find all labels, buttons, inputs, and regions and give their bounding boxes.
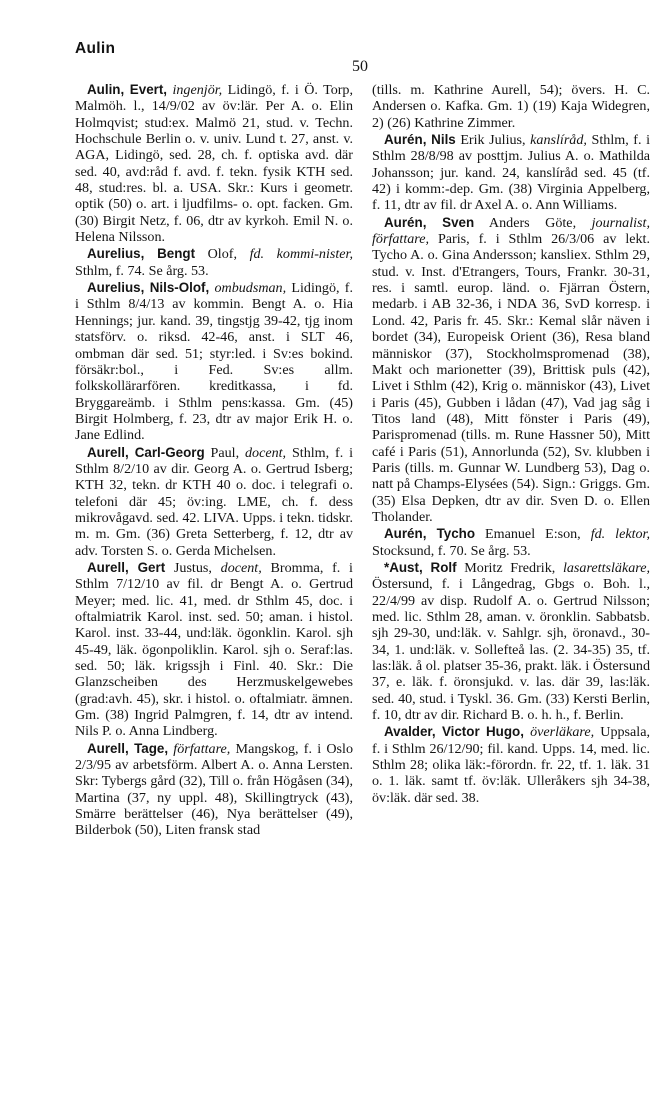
- page-number: 50: [352, 58, 368, 75]
- entry-text: Lidingö, f. i Sthlm 8/4/13 av kommin. Bengt A. o. Hia Hennings; jur. kand. 39, tingstjg 39-42, tjg inom statsförv. o. riksd. 42-46, anst. i SLT 46, ombman där sed. 51; styr:led. i Sv:es bokind. försäkr:bol., i Fed. Sv:es allm. folkskollärarfören. kreditkassa, i fd. Bryggareämb. i Sthlm pens:kassa. Gm. (45) Birgit Holmberg, f. 23, dtr av major Erik H. o. Jane Edlind.: [75, 280, 353, 444]
- entry-text: Sthlm, f. i Sthlm 28/8/98 av posttjm. Julius A. o. Mathilda Johansson; jur. kand. 24, kanslíråd sed. 45 (tf. 42) i komm:-dep. Gm. (38) Virginia Appelberg, f. 11, dtr av fil. dr Axel A. o. Ann Williams.: [372, 132, 650, 214]
- entry-given-names: Emanuel E:son,: [485, 526, 581, 543]
- entry-occupation: fd. kommi-nister,: [249, 246, 353, 263]
- entry-name: Aurén, Nils: [384, 132, 456, 148]
- entry-given-names: Anders Göte,: [488, 214, 577, 231]
- entry-occupation: ombudsman,: [214, 280, 287, 297]
- entry-text: Östersund, f. i Långedrag, Gbgs o. Boh. l., 22/4/99 av disp. Rudolf A. o. Gertrud Nilsson; med. lic. Sthlm 28, aman. v. öronklin. Sabbatsb. sjh 29-30, und:läk. v. Sahlgr. sjh, öronavd., 30-34, 1. und:läk. v. Sollefteå las. (2. 34-35) 35, tf. las:läk. å ol. platser 35-36, prakt. läk. i Östersund 37, e. läk. f. öronsjukd. v. las. där 39, las:läk. sed. 40, stud. i Tyskl. 36. Gm. (33) Kersti Berlin, f. 10, dtr av dir. Richard B. o. h. h., f. Berlin.: [372, 576, 650, 724]
- entry-occupation: journalist, författare,: [372, 214, 650, 248]
- entry-given-names: Erik Julius,: [460, 132, 526, 149]
- entry-name: Aurell, Gert: [87, 559, 166, 575]
- entry-name: Aurén, Sven: [384, 214, 475, 230]
- entry-text: Bromma, f. i Sthlm 7/12/10 av fil. dr Bengt A. o. Gertrud Meyer; med. lic. 41, med. dr Sthlm 45, doc. i oftalmiatrik Karol. inst. sed. 50; aman. i histol. Karol. inst. 33-44, und:läk. ögonklin. Karol. sjh 45-49, läk. ögonpoliklin. Karol. sjh o. Seraf:las. sed. 50; läk. krigssjh i Finl. 40. Skr.: Die Glanzscheiben des Herzmuskelgewebes (grad:avh. 45), skr. i histol. o. oftalmiatr. ämnen. Gm. (38) Ingrid Palmgren, f. 14, dtr av intend. Nils P. o. Anna Lindberg.: [75, 559, 353, 740]
- entry-avalder-victor: [372, 724, 650, 806]
- entry-text: Paris, f. i Sthlm 26/3/06 av lekt. Tycho A. o. Gina Andersson; kansliex. Sthlm 29, stud. v. Inst. d'Etrangers, Tours, Frankr. 30-31, res. i samtl. europ. länd. o. Fjärran Östern, medarb. i AB 32-36, i NDA 36, SvD korresp. i Lond. 42, Paris fr. 45. Skr.: Kemal slår näven i bordet (34), Europeisk Orient (36), Resa bland människor (37), Stockholmspromenad (38), Makt och marionetter (39), Brittisk puls (42), Livet i Sthlm (42), Krig o. människor (43), Livet i Paris (45), Gubben i lådan (47), Vad jag såg i Titos land (48), Mitt fönster i Paris (49), Parispromenad (tills. m. Rune Hassner 50), Mitt café i Paris (51), Annorlunda (52), Sv. klubben i Paris (tills. m. Gunnar W. Lundberg 53), Dag o. natt på Champs-Elysées (54). Sign.: Griggs. Gm. (35) Elsa Depken, dtr av dir. Sven D. o. Ellen Tholander.: [372, 231, 650, 525]
- entry-occupation: överläkare,: [530, 724, 595, 741]
- entry-occupation: fd. lektor,: [590, 526, 650, 543]
- right-column: [372, 82, 650, 806]
- entry-aurell-gert: [75, 560, 353, 740]
- entry-auren-tycho: [372, 526, 650, 559]
- entry-given-names: Moritz Fredrik,: [464, 559, 556, 576]
- entry-aurell-carl-georg: [75, 445, 353, 559]
- entry-name: Aurelius, Nils-Olof,: [87, 280, 210, 296]
- entry-occupation: författare,: [173, 740, 231, 757]
- left-column: [75, 82, 353, 839]
- entry-text: Lidingö, f. i Ö. Torp, Malmöh. l., 14/9/02 av öv:lär. Per A. o. Elin Holmqvist; stud:ex. Malmö 21, stud. v. Techn. Hochschule Berlin o. v. univ. Lund t. 27, anst. v. AGA, Lidingö, sed. 28, ch. f. optiska avd. där sed. 40, avd:råd f. avd. f. tekn. fysik KTH sed. 48, stud:res. bl. a. USA. Skr.: Kurs i geometr. optik (50) o. art. i ljudfilms- o. opt. facken. Gm. (30) Birgit Netz, f. 06, dtr av kyrkoh. Emil N. o. Helena Nilsson.: [75, 82, 353, 246]
- entry-name: Avalder, Victor Hugo,: [384, 724, 524, 740]
- entry-occupation: ingenjör,: [172, 82, 223, 98]
- entry-occupation: docent,: [244, 444, 287, 461]
- entry-aurelius-bengt: [75, 246, 353, 279]
- entry-given-names: Justus,: [173, 559, 212, 576]
- running-head: Aulin: [75, 40, 116, 57]
- entry-occupation: docent,: [220, 559, 262, 576]
- entry-name: Aurell, Carl-Georg: [87, 444, 205, 460]
- entry-continuation: [372, 82, 650, 131]
- entry-name: Aulin, Evert,: [87, 82, 168, 97]
- entry-name: Aurell, Tage,: [87, 740, 169, 756]
- entry-text: Mangskog, f. i Oslo 2/3/95 av arbetsförm. Albert A. o. Anna Lersten. Skr: Tybergs gård (32), Till o. från Högåsen (34), Martina (37, ny uppl. 48), Skillingtryck (43), Smärre berättelser (46), Nya berättelser (49), Bilderbok (50), Liten fransk stad: [75, 740, 353, 839]
- entry-name: *Aust, Rolf: [384, 559, 457, 575]
- entry-auren-sven: [372, 215, 650, 526]
- entry-given-names: Olof,: [207, 246, 237, 263]
- entry-text: Uppsala, f. i Sthlm 26/12/90; fil. kand. Upps. 14, med. lic. Sthlm 28; olika läk:-förordn. fr. 22, tf. 1. läk. 31 o. 1. läk. samt tf. öv:läk. Ulleråkers sjh 34-38, öv:läk. där sed. 38.: [372, 724, 650, 806]
- entry-occupation: lasarettsläkare,: [562, 559, 651, 576]
- entry-name: Aurén, Tycho: [384, 526, 476, 542]
- entry-given-names: Paul,: [210, 444, 240, 461]
- entry-auren-nils: [372, 132, 650, 214]
- entry-text: Stocksund, f. 70. Se årg. 53.: [372, 542, 531, 559]
- entry-occupation: kanslíråd,: [530, 132, 587, 149]
- entry-aurelius-nils-olof: [75, 280, 353, 443]
- entry-text: Sthlm, f. i Sthlm 8/2/10 av dir. Georg A. o. Gertrud Isberg; KTH 32, tekn. dr KTH 40 o. doc. i telegrafi o. telefoni där 45; öv:ing. LME, ch. f. dess mikrovågavd. sed. 42. LIVA. Upps. i tekn. tidskr. m. m. Gm. (36) Greta Setterberg, f. 12, dtr av adv. Torsten S. o. Gerda Michelsen.: [75, 444, 353, 559]
- entry-aust-rolf: [372, 560, 650, 723]
- entry-text: (tills. m. Kathrine Aurell, 54); övers. H. C. Andersen o. Kafka. Gm. 1) (19) Kaja Widegren, 2) (26) Kathrine Zimmer.: [372, 82, 650, 131]
- entry-name: Aurelius, Bengt: [87, 246, 196, 262]
- entry-text: Sthlm, f. 74. Se årg. 53.: [75, 262, 209, 279]
- entry-aurell-tage: [75, 741, 353, 839]
- entry-aulin-evert: [75, 82, 353, 245]
